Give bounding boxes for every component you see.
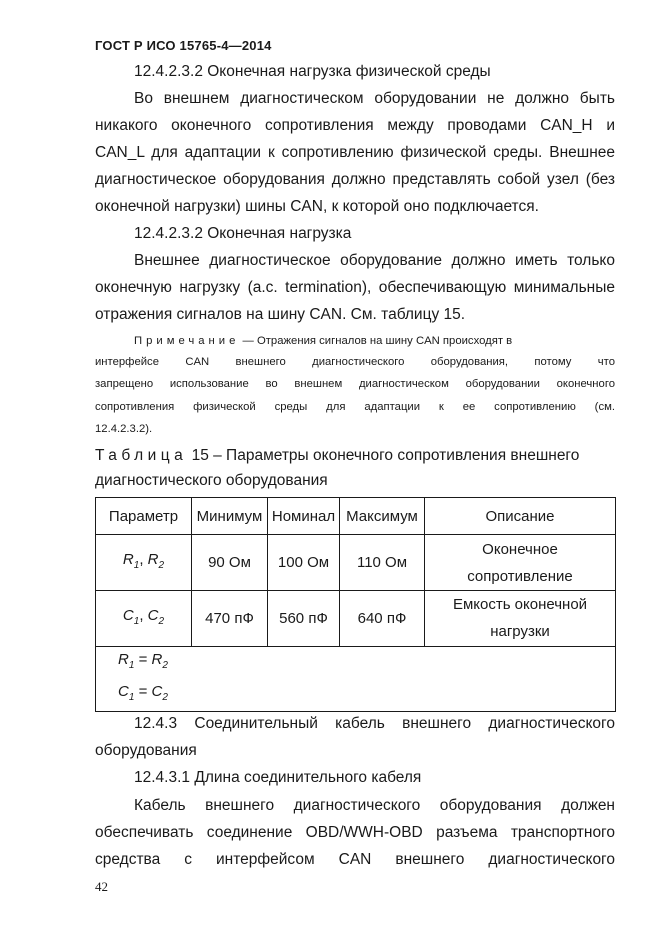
subscript: 2: [162, 660, 168, 671]
symbol: C: [118, 683, 129, 700]
note-line: 12.4.2.3.2).: [95, 423, 153, 435]
subscript: 2: [158, 560, 165, 571]
section-heading-12-4-3-1: 12.4.3.1 Длина соединительного кабеля: [134, 769, 422, 786]
min-cell: 90 Ом: [192, 535, 268, 591]
symbol: C: [151, 683, 163, 700]
table-footnote-row: [96, 647, 616, 712]
subscript: 2: [158, 616, 165, 627]
subscript: 1: [128, 660, 135, 671]
paragraph-line: обеспечивать соединение OBD/WWH-OBD разъема транспортного: [95, 824, 615, 841]
section-heading-12-4-2-3-2-b: 12.4.2.3.2 Оконечная нагрузка: [134, 225, 352, 242]
symbol: R: [122, 551, 134, 568]
table-caption-line: диагностического оборудования: [95, 472, 328, 489]
paragraph-line: никакого оконечного сопротивления между проводами CAN_H и: [95, 117, 615, 134]
paragraph-line: Во внешнем диагностическом оборудовании не должно быть: [134, 90, 615, 107]
parameters-table: [95, 497, 616, 712]
table-caption-line: [95, 446, 615, 466]
separator: ,: [139, 607, 148, 624]
max-cell: 640 пФ: [340, 591, 425, 647]
equals: =: [134, 651, 152, 668]
description-cell: [425, 535, 616, 591]
subscript: 1: [133, 560, 140, 571]
equals: =: [134, 683, 152, 700]
min-cell: 470 пФ: [192, 591, 268, 647]
note-line: интерфейсе CAN внешнего диагностического оборудования, потому что: [95, 356, 615, 368]
paragraph-line: оконечную нагрузку (a.c. termination), обеспечивающую минимальные: [95, 279, 615, 296]
header-cell: Минимум: [192, 498, 268, 535]
paragraph-line: отражения сигналов на шину CAN. См. таблицу 15.: [95, 306, 466, 323]
subscript: 2: [162, 692, 168, 703]
header-cell: Номинал: [268, 498, 340, 535]
note-label: Примечание: [134, 335, 240, 347]
note-text: — Отражения сигналов на шину CAN происходят в: [239, 335, 513, 347]
subscript: 1: [133, 616, 140, 627]
parameter-cell: [96, 535, 192, 591]
symbol: C: [147, 607, 159, 624]
table-header-row: [96, 498, 616, 535]
table-row: [96, 535, 616, 591]
paragraph-line: Кабель внешнего диагностического оборудования должен: [134, 797, 615, 814]
paragraph-line: Внешнее диагностическое оборудование должно иметь только: [134, 252, 615, 269]
note-line: сопротивления физической среды для адаптации к ее сопротивлению (см.: [95, 401, 615, 413]
description-line: нагрузки: [490, 623, 550, 640]
note-line: запрещено использование во внешнем диагностическом оборудовании оконечного: [95, 378, 615, 390]
equation-line: [118, 679, 615, 711]
nominal-cell: 100 Ом: [268, 535, 340, 591]
symbol: C: [122, 607, 134, 624]
table-row: [96, 591, 616, 647]
paragraph-line: оконечной нагрузки) шины CAN, к которой оно подключается.: [95, 198, 539, 215]
equation-line: [118, 647, 615, 679]
nominal-cell: 560 пФ: [268, 591, 340, 647]
section-heading-12-4-3: 12.4.3 Соединительный кабель внешнего диагностического: [134, 715, 615, 732]
table-caption-text: 15 – Параметры оконечного сопротивления внешнего: [187, 447, 580, 464]
paragraph-line: диагностическое оборудования должно представлять собой узел (без: [95, 171, 615, 188]
description-line: сопротивление: [467, 567, 573, 585]
paragraph-line: средства с интерфейсом CAN внешнего диагностического: [95, 851, 615, 868]
description-line: Емкость оконечной: [452, 596, 588, 613]
symbol: R: [118, 651, 129, 668]
table-footnote-cell: [96, 647, 616, 712]
header-cell: Параметр: [96, 498, 192, 535]
page-number: 42: [95, 879, 108, 894]
symbol: R: [151, 651, 163, 668]
table-caption-label: Таблица: [95, 447, 188, 464]
header-cell: Максимум: [340, 498, 425, 535]
paragraph-line: CAN_L для адаптации к сопротивлению физической среды. Внешнее: [95, 144, 615, 161]
subscript: 1: [128, 692, 135, 703]
header-cell: Описание: [425, 498, 616, 535]
max-cell: 110 Ом: [340, 535, 425, 591]
section-heading-12-4-2-3-2: 12.4.2.3.2 Оконечная нагрузка физической среды: [134, 63, 491, 80]
note-line: [134, 333, 615, 349]
description-cell: [425, 591, 616, 647]
separator: ,: [139, 551, 148, 568]
description-line: Оконечное: [482, 540, 558, 558]
parameter-cell: [96, 591, 192, 647]
symbol: R: [147, 551, 159, 568]
document-header: ГОСТ Р ИСО 15765-4—2014: [95, 38, 272, 53]
paragraph-line: оборудования: [95, 742, 197, 759]
